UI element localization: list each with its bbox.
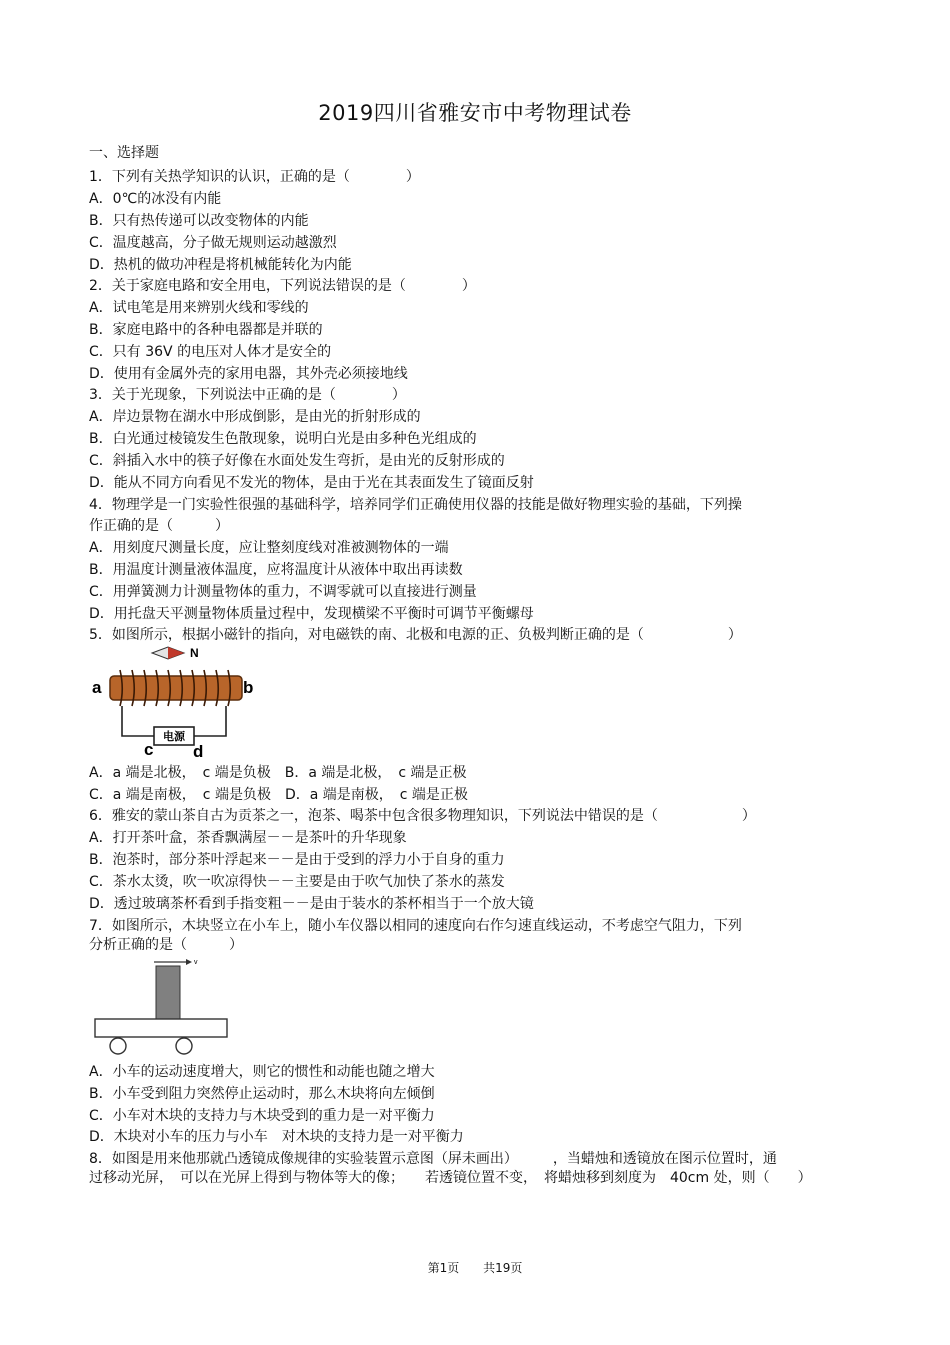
question-3-option-a: A．岸边景物在湖水中形成倒影，是由光的折射形成的 (89, 409, 421, 425)
end-a-label: a (92, 678, 102, 697)
wire-left (122, 706, 154, 736)
question-6-option-b: B．泡茶时，部分茶叶浮起来－－是由于受到的浮力小于自身的重力 (89, 852, 505, 868)
question-4-option-b: B．用温度计测量液体温度，应将温度计从液体中取出再读数 (89, 562, 463, 578)
question-2-option-b: B．家庭电路中的各种电器都是并联的 (89, 322, 323, 338)
question-4-option-d: D．用托盘天平测量物体质量过程中，发现横梁不平衡时可调节平衡螺母 (89, 606, 534, 622)
question-3-option-c: C．斜插入水中的筷子好像在水面处发生弯折，是由光的反射形成的 (89, 453, 505, 469)
page-total: 共19页 (483, 1261, 523, 1275)
question-7-option-b: B．小车受到阻力突然停止运动时，那么木块将向左倾倒 (89, 1086, 435, 1102)
question-1-stem: 1．下列有关热学知识的认识，正确的是（ ） (89, 169, 420, 185)
iron-core (110, 676, 242, 700)
question-7-stem-line1: 7．如图所示，木块竖立在小车上，随小车仪器以相同的速度向右作匀速直线运动，不考虑空气阻力，下列 (89, 918, 742, 934)
question-6-stem: 6．雅安的蒙山茶自古为贡茶之一，泡茶、喝茶中包含很多物理知识，下列说法中错误的是（ ） (89, 808, 756, 824)
power-source-label: 电源 (163, 730, 185, 743)
question-6-option-d: D．透过玻璃茶杯看到手指变粗－－是由于装水的茶杯相当于一个放大镜 (89, 896, 534, 912)
question-7-stem-line2: 分析正确的是（ ） (89, 937, 243, 953)
section-heading: 一、选择题 (89, 145, 159, 161)
compass-needle-icon (152, 647, 184, 659)
question-1-option-d: D．热机的做功冲程是将机械能转化为内能 (89, 257, 352, 273)
page-footer (0, 1259, 950, 1276)
question-3-option-b: B．白光通过棱镜发生色散现象，说明白光是由多种色光组成的 (89, 431, 477, 447)
left-wheel (110, 1038, 126, 1054)
question-4-option-c: C．用弹簧测力计测量物体的重力，不调零就可以直接进行测量 (89, 584, 477, 600)
question-4-option-a: A．用刻度尺测量长度，应让整刻度线对准被测物体的一端 (89, 540, 449, 556)
question-5-options-row2: C．a 端是南极， c 端是负极 D．a 端是南极， c 端是正极 (89, 787, 468, 803)
page-number: 第1页 (427, 1261, 460, 1275)
question-8-stem-line1: 8．如图是用来他那就凸透镜成像规律的实验装置示意图（屏未画出） ，当蜡烛和透镜放在图示位置时，通 (89, 1151, 777, 1167)
question-4-stem-line2: 作正确的是（ ） (89, 518, 229, 534)
question-2-stem: 2．关于家庭电路和安全用电，下列说法错误的是（ ） (89, 278, 476, 294)
question-5-stem: 5．如图所示，根据小磁针的指向，对电磁铁的南、北极和电源的正、负极判断正确的是（ ） (89, 627, 742, 643)
question-6-option-c: C．茶水太烫，吹一吹凉得快－－主要是由于吹气加快了茶水的蒸发 (89, 874, 505, 890)
end-b-label: b (243, 678, 254, 697)
question-4-stem-line1: 4．物理学是一门实验性很强的基础科学，培养同学们正确使用仪器的技能是做好物理实验的基础，下列操 (89, 497, 742, 513)
question-3-stem: 3．关于光现象，下列说法中正确的是（ ） (89, 387, 406, 403)
cart-block-figure (90, 954, 232, 1058)
wire-right (194, 706, 226, 736)
question-7-option-c: C．小车对木块的支持力与木块受到的重力是一对平衡力 (89, 1108, 435, 1124)
terminal-c-label: c (144, 740, 154, 759)
question-1-option-a: A．0℃的冰没有内能 (89, 191, 222, 207)
velocity-label: v (194, 959, 198, 966)
question-3-option-d: D．能从不同方向看见不发光的物体，是由于光在其表面发生了镜面反射 (89, 475, 534, 491)
question-8-stem-line2: 过移动光屏， 可以在光屏上得到与物体等大的像； 若透镜位置不变， 将蜡烛移到刻度为 40cm 处，则（ ） (89, 1170, 812, 1186)
question-2-option-d: D．使用有金属外壳的家用电器，其外壳必须接地线 (89, 366, 408, 382)
question-5-options-row1: A．a 端是北极， c 端是负极 B．a 端是北极， c 端是正极 (89, 765, 467, 781)
arrow-head-icon (186, 959, 192, 965)
page-title: 2019四川省雅安市中考物理试卷 (318, 101, 632, 125)
electromagnet-figure (90, 643, 260, 761)
question-6-option-a: A．打开茶叶盒，茶香飘满屋－－是茶叶的升华现象 (89, 830, 407, 846)
wooden-block (156, 966, 180, 1019)
terminal-d-label: d (193, 742, 204, 761)
north-label: N (190, 646, 199, 660)
question-1-option-b: B．只有热传递可以改变物体的内能 (89, 213, 309, 229)
question-7-option-d: D．木块对小车的压力与小车 对木块的支持力是一对平衡力 (89, 1129, 464, 1145)
question-7-option-a: A．小车的运动速度增大，则它的惯性和动能也随之增大 (89, 1064, 435, 1080)
question-1-option-c: C．温度越高，分子做无规则运动越激烈 (89, 235, 337, 251)
question-2-option-a: A．试电笔是用来辨别火线和零线的 (89, 300, 309, 316)
right-wheel (176, 1038, 192, 1054)
cart-body (95, 1019, 227, 1037)
question-2-option-c: C．只有 36V 的电压对人体才是安全的 (89, 344, 332, 360)
